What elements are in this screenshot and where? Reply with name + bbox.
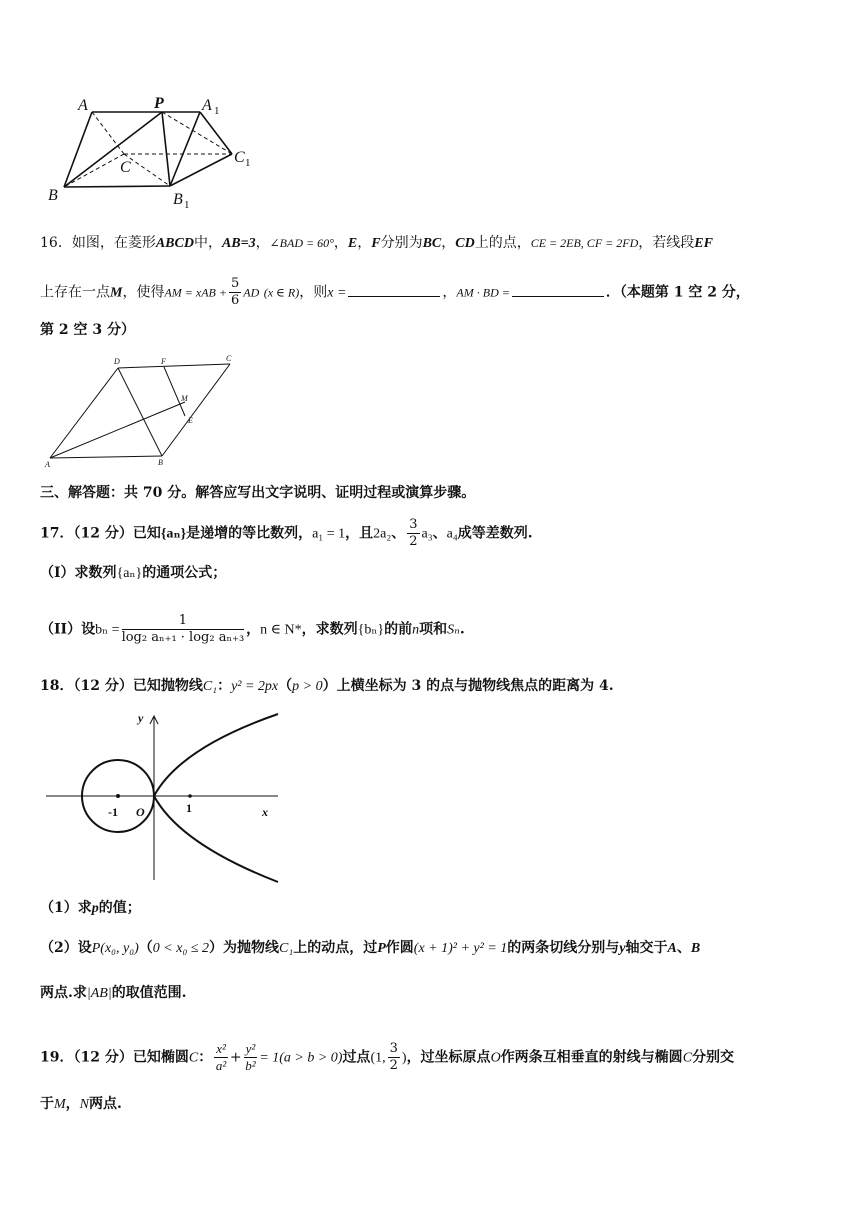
label-C: C [226, 354, 232, 363]
fraction-3-2-point: $\frac{3}{2}$ [389, 1041, 398, 1073]
label-P: P [154, 95, 164, 112]
tick-neg1: -1 [108, 805, 118, 819]
y-axis-label: y [138, 711, 144, 725]
label-E: E [188, 416, 193, 425]
label-A1: A [202, 97, 212, 114]
q19-intro: 19．（12 分）已知椭圆C： $\frac{\text{x²}}{\text{a²}}$ + $\frac{\text{y²}}{\text{b²}}$ = 1(a > b > 0)过点(1, $\frac{3}{2}$ )，过坐标原点O作两条互相垂直的射线与椭圆C分别交 [40, 1041, 735, 1073]
q19-line2: 于M，N两点. [40, 1096, 122, 1112]
fraction-y2-b2: $\frac{\text{y²}}{\text{b²}}$ [245, 1041, 256, 1073]
label-B1: B [173, 191, 183, 208]
q18-intro: 18．（12 分）已知抛物线C₁：y² = 2px（p > 0）上横坐标为 3 的点与抛物线焦点的距离为 4. [40, 678, 614, 694]
answer-blank-1 [348, 282, 440, 297]
rhombus-figure [40, 352, 240, 470]
fraction-5-6: $\frac{5}{6}$ [230, 276, 240, 308]
q17-part2: （II）设bₙ = $\frac{1}{\text{log₂ aₙ₊₁ · log₂ aₙ₊₃}}$ ，n ∈ N*，求数列{bₙ}的前n项和Sₙ. [40, 613, 465, 645]
answer-blank-2 [512, 282, 604, 297]
label-C: C [120, 159, 131, 176]
label-A: A [78, 97, 88, 114]
label-M: M [181, 394, 188, 403]
q18-part1: （1）求p的值； [40, 900, 141, 916]
parabola-circle-figure [40, 708, 290, 888]
fraction-bn: $\frac{1}{\text{log₂ aₙ₊₁ · log₂ aₙ₊₃}}$ [121, 613, 245, 645]
q17-part1: （I）求数列{aₙ}的通项公式； [40, 565, 227, 581]
fraction-x2-a2: $\frac{\text{x²}}{\text{a²}}$ [215, 1041, 227, 1073]
q17-intro: 17．（12 分）已知{aₙ}是递增的等比数列，a₁ = 1，且2a₂、 $\frac{3}{2}$ a₃、a₄成等差数列. [40, 517, 533, 549]
label-C1: C [234, 149, 245, 166]
q16-line1: 16．如图，在菱形ABCD中，AB=3，∠BAD = 60°，E，F分别为BC，CD上的点，CE = 2EB, CF = 2FD，若线段EF [40, 235, 713, 251]
q16-line2: 上存在一点M，使得AM = xAB + $\frac{5}{6}$ AD (x ∈ R)，则x = ，AM · BD = ．（本题第 1 空 2 分， [40, 276, 750, 308]
prism-figure [40, 90, 270, 210]
tick-1: 1 [186, 801, 192, 815]
x-axis-label: x [262, 805, 268, 819]
label-A: A [45, 460, 50, 469]
label-B: B [158, 458, 163, 467]
label-B: B [48, 187, 58, 204]
fraction-3-2: $\frac{3}{2}$ [409, 517, 418, 549]
label-F: F [161, 357, 166, 366]
origin-label: O [136, 805, 145, 819]
label-C1-sub: 1 [245, 157, 251, 169]
section-heading: 三、解答题：共 70 分。解答应写出文字说明、证明过程或演算步骤。 [40, 485, 476, 501]
label-A1-sub: 1 [214, 105, 220, 117]
q18-part2: （2）设P(x₀, y₀)（0 < x₀ ≤ 2）为抛物线C₁上的动点，过P作圆(x + 1)² + y² = 1的两条切线分别与y轴交于A、B [40, 940, 701, 956]
q18-part3: 两点.求|AB|的取值范围. [40, 985, 187, 1001]
q16-line3: 第 2 空 3 分） [40, 322, 135, 338]
label-D: D [114, 357, 120, 366]
label-B1-sub: 1 [184, 199, 190, 210]
